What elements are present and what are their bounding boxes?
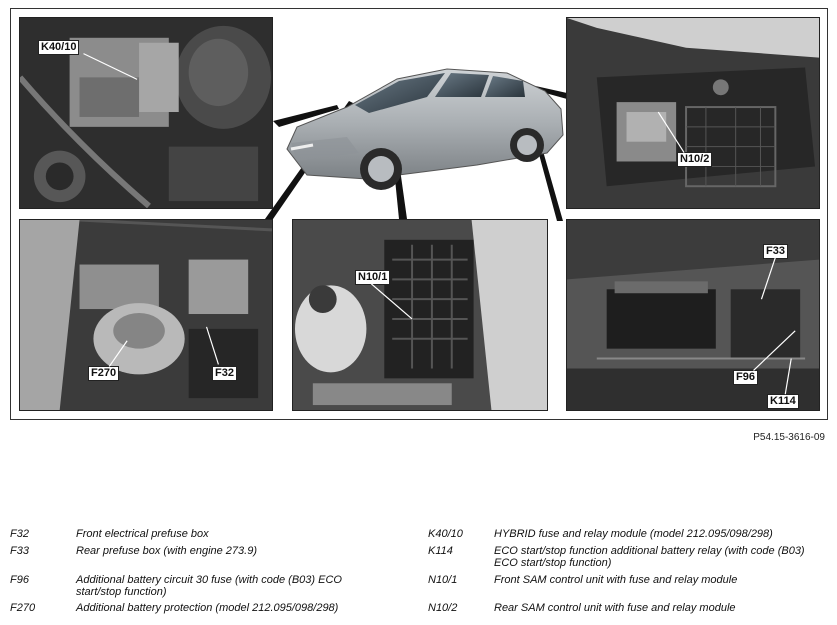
car-illustration <box>277 57 567 197</box>
figure-reference-number: P54.15-3616-09 <box>753 432 825 443</box>
legend-right <box>428 528 828 623</box>
legend-code: F32 <box>10 528 29 540</box>
legend-description: Additional battery circuit 30 fuse (with code (B03) ECO start/stop function) <box>76 574 342 598</box>
panel-trunk-battery <box>566 219 820 411</box>
panel-front-prefuse <box>19 219 273 411</box>
callout-n10-2: N10/2 <box>677 152 712 167</box>
legend-description: HYBRID fuse and relay module (model 212.095/098/298) <box>494 528 773 540</box>
legend-description: Front SAM control unit with fuse and relay module <box>494 574 738 586</box>
callout-f32: F32 <box>212 366 237 381</box>
panel-rear-sam <box>566 17 820 209</box>
panel-front-sam <box>292 219 548 411</box>
callout-leaders-front <box>20 220 272 410</box>
callout-n10-2-leader <box>567 18 819 208</box>
legend-code: N10/1 <box>428 574 458 586</box>
callout-n10-1: N10/1 <box>355 270 390 285</box>
legend-code: F33 <box>10 545 29 557</box>
legend-description: ECO start/stop function additional battery relay (with code (B03) ECO start/stop function) <box>494 545 805 569</box>
legend-description: Rear prefuse box (with engine 273.9) <box>76 545 257 557</box>
callout-f270: F270 <box>88 366 119 381</box>
legend-code: K40/10 <box>428 528 463 540</box>
legend-description: Front electrical prefuse box <box>76 528 209 540</box>
legend-description: Additional battery protection (model 212.095/098/298) <box>76 602 339 614</box>
component-location-figure <box>10 8 828 420</box>
callout-f96: F96 <box>733 370 758 385</box>
legend-code: K114 <box>428 545 453 557</box>
legend-code: N10/2 <box>428 602 458 614</box>
callout-k40-10-leader <box>20 18 272 208</box>
legend-description: Rear SAM control unit with fuse and relay module <box>494 602 736 614</box>
panel-hybrid-fuse-module <box>19 17 273 209</box>
callout-k40-10: K40/10 <box>38 40 79 55</box>
legend-left <box>10 528 410 623</box>
callout-k114: K114 <box>767 394 799 409</box>
legend-code: F270 <box>10 602 36 614</box>
callout-f33: F33 <box>763 244 788 259</box>
legend-code: F96 <box>10 574 29 586</box>
callout-leaders-trunk <box>567 220 819 410</box>
callout-n10-1-leader <box>293 220 547 410</box>
